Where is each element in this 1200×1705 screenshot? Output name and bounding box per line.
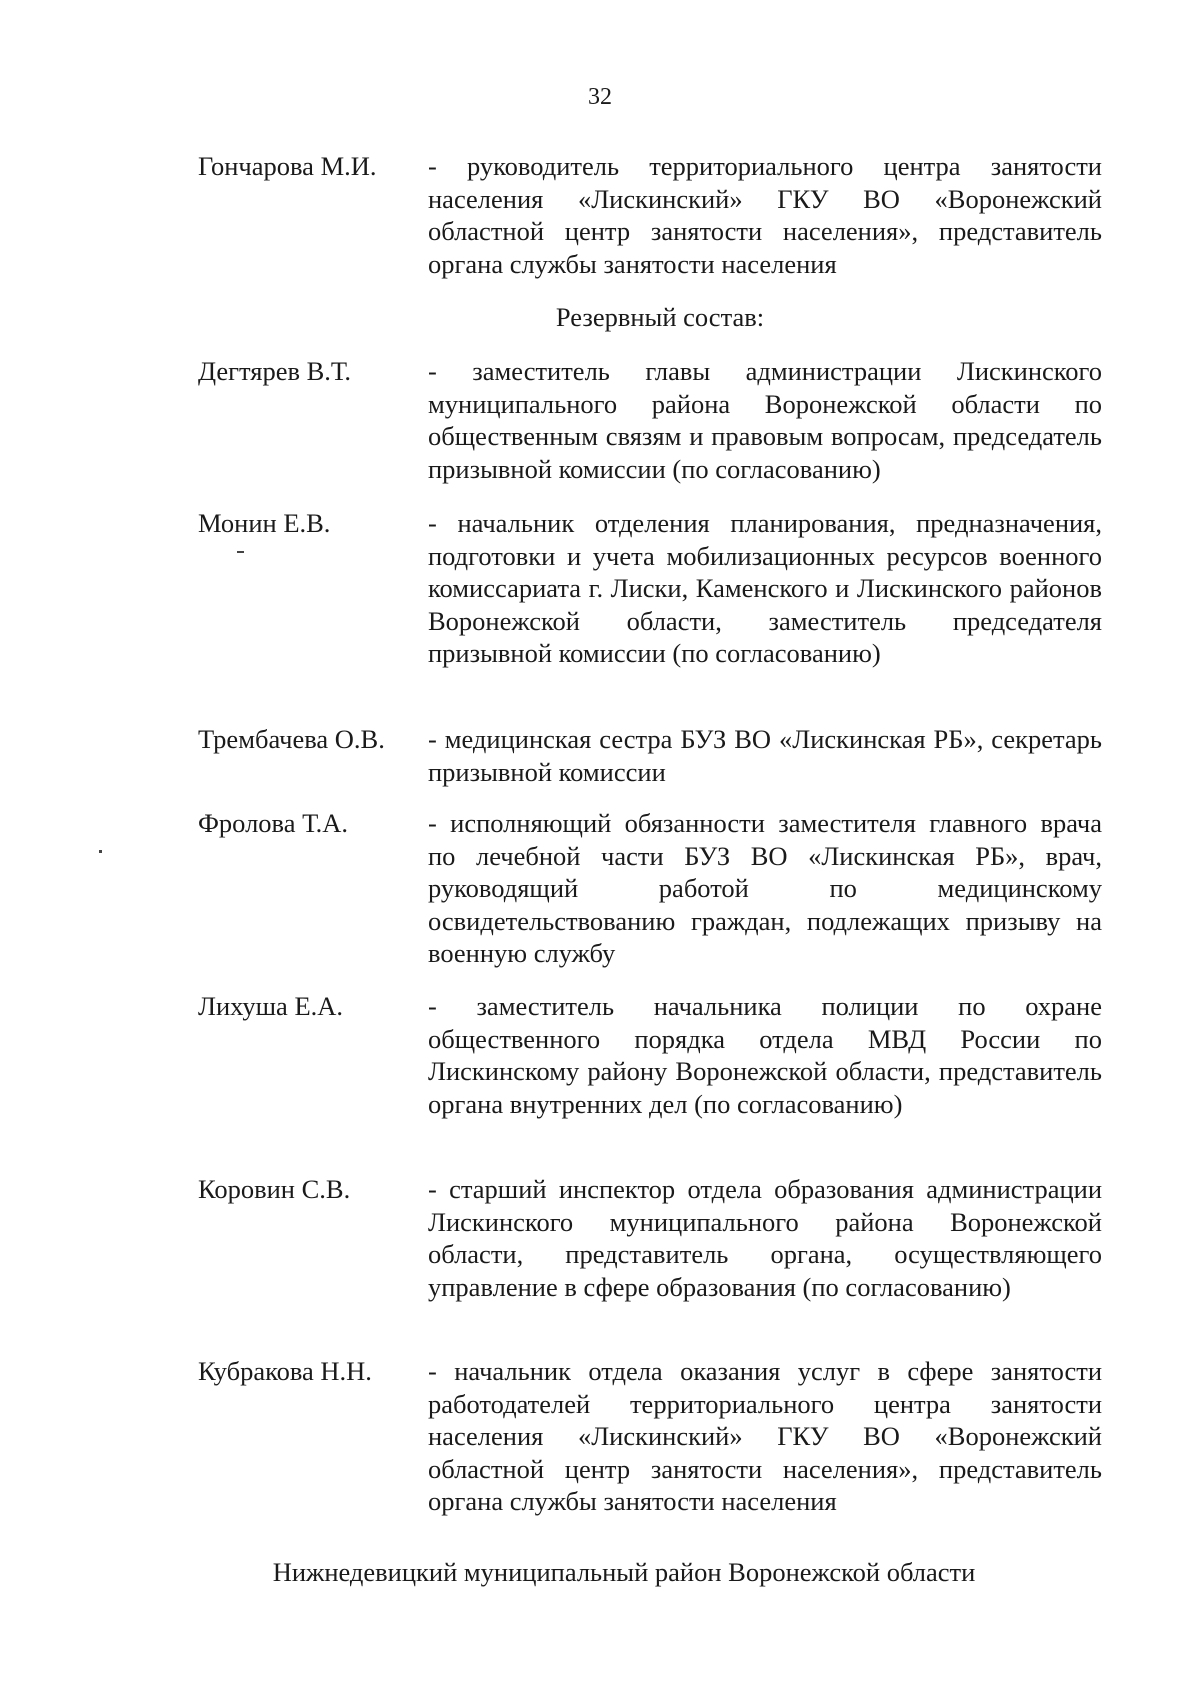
- member-entry: [198, 990, 1102, 1120]
- member-name: Монин Е.В.: [198, 508, 331, 538]
- member-description: - заместитель начальника полиции по охране общественного порядка отдела МВД России по Лискинскому району Воронежской области, представитель органа внутренних дел (по согласованию): [428, 991, 1102, 1119]
- member-description: - заместитель главы администрации Лискинского муниципального района Воронежской области по общественным связям и правовым вопросам, председатель призывной комиссии (по согласованию): [428, 356, 1102, 484]
- member-description: - начальник отдела оказания услуг в сфере занятости работодателей территориального центра занятости населения «Лискинский» ГКУ ВО «Воронежский областной центр занятости населения», представитель органа службы занятости населения: [428, 1356, 1102, 1516]
- member-description: - медицинская сестра БУЗ ВО «Лискинская РБ», секретарь призывной комиссии: [428, 724, 1102, 787]
- member-entry: [198, 723, 1102, 788]
- member-name: Фролова Т.А.: [198, 808, 349, 838]
- scan-speck: [99, 850, 102, 853]
- member-description: - старший инспектор отдела образования администрации Лискинского муниципального района Воронежской области, представитель органа, осуществляющего управление в сфере образования (по согласованию): [428, 1174, 1102, 1302]
- member-name: Трембачева О.В.: [198, 724, 385, 754]
- district-heading: Нижнедевицкий муниципальный район Воронежской области: [272, 1557, 976, 1587]
- member-name: Дегтярев В.Т.: [198, 356, 352, 386]
- member-entry: [198, 1173, 1102, 1303]
- member-entry: [198, 355, 1102, 485]
- member-name: Коровин С.В.: [198, 1174, 351, 1204]
- member-name: Лихуша Е.А.: [198, 991, 344, 1021]
- member-entry: [198, 807, 1102, 970]
- member-entry: [198, 150, 1102, 280]
- member-name: Кубракова Н.Н.: [198, 1356, 372, 1386]
- scan-speck: [237, 551, 244, 553]
- member-description: - руководитель территориального центра занятости населения «Лискинский» ГКУ ВО «Воронежский областной центр занятости населения», представитель органа службы занятости населения: [428, 151, 1102, 279]
- reserve-heading: Резервный состав:: [555, 302, 765, 332]
- member-entry: [198, 507, 1102, 670]
- member-name: Гончарова М.И.: [198, 151, 377, 181]
- member-entry: [198, 1355, 1102, 1518]
- member-description: - исполняющий обязанности заместителя главного врача по лечебной части БУЗ ВО «Лискинская РБ», врач, руководящий работой по медицинскому освидетельствованию граждан, подлежащих призыву на военную службу: [428, 808, 1102, 968]
- page-number: 32: [588, 84, 612, 110]
- member-description: - начальник отделения планирования, предназначения, подготовки и учета мобилизационных ресурсов военного комиссариата г. Лиски, Каменского и Лискинского районов Воронежской области, заместитель председателя призывной комиссии (по согласованию): [428, 508, 1102, 668]
